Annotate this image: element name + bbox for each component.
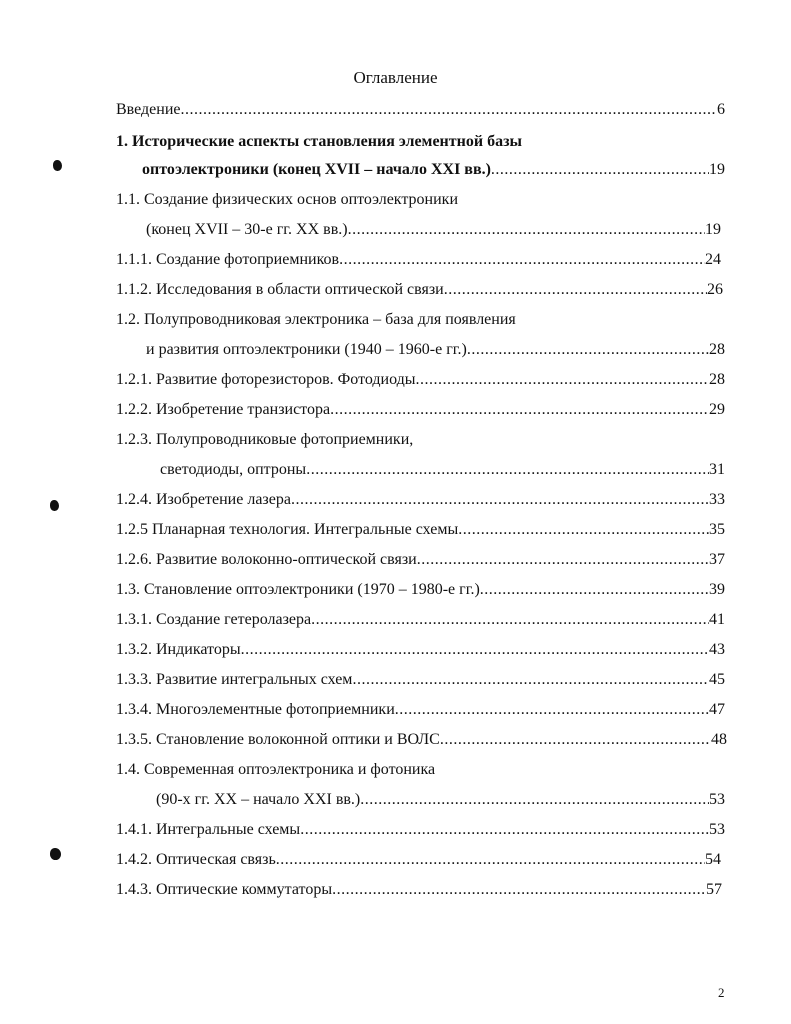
leader-dots (444, 278, 707, 302)
toc-entry-page: 35 (709, 521, 725, 538)
toc-entry-text: 1.3.4. Многоэлементные фотоприемники (116, 701, 395, 718)
leader-dots (181, 98, 718, 122)
toc-entry-text: 1.3.2. Индикаторы (116, 641, 241, 658)
page-number: 2 (718, 985, 725, 1000)
toc-entry-page: 53 (709, 821, 725, 838)
toc-entry-text: (конец XVII – 30-е гг. XX вв.) (146, 221, 348, 238)
toc-section-1-3-4 (116, 698, 725, 722)
toc-entry-page: 19 (705, 221, 721, 238)
leader-dots (352, 668, 709, 692)
toc-section-1-3 (116, 578, 725, 602)
leader-dots (360, 788, 709, 812)
toc-section-1-2-2 (116, 398, 725, 422)
toc-section-1-3-3 (116, 668, 725, 692)
toc-section-1-2-5 (116, 518, 725, 542)
leader-dots (332, 878, 706, 902)
toc-entry-intro (116, 98, 725, 122)
toc-entry-page: 45 (709, 671, 725, 688)
toc-entry-page: 43 (709, 641, 725, 658)
toc-entry-text: 1.4.1. Интегральные схемы (116, 821, 301, 838)
leader-dots (300, 818, 709, 842)
toc-entry-text: 1.2.4. Изобретение лазера (116, 491, 291, 508)
toc-section-1-1-2 (116, 278, 723, 302)
toc-entry-text: (90-х гг. XX – начало XXI вв.) (156, 791, 361, 808)
toc-entry-text: 1.3.1. Создание гетеролазера (116, 611, 312, 628)
toc-section-1-1-1 (116, 248, 721, 272)
toc-section-1-1 (146, 218, 721, 242)
toc-section-1-4-2 (116, 848, 721, 872)
leader-dots (440, 728, 711, 752)
leader-dots (458, 518, 709, 542)
toc-entry-text: 1.1.1. Создание фотоприемников (116, 251, 340, 268)
toc-entry-page: 28 (709, 341, 725, 358)
toc-entry-page: 28 (709, 371, 725, 388)
leader-dots (330, 398, 709, 422)
toc-entry-page: 31 (709, 461, 725, 478)
toc-entry-text: 1.1.2. Исследования в области оптической связи (116, 281, 444, 298)
page-title: Оглавление (353, 68, 438, 87)
toc-entry-page: 26 (707, 281, 723, 298)
toc-section-1-4 (156, 788, 725, 812)
toc-entry-text: 1.2.1. Развитие фоторезисторов. Фотодиоды (116, 371, 416, 388)
toc-entry-text: оптоэлектроники (конец XVII – начало XXI вв.) (142, 161, 491, 178)
toc-entry-page: 47 (709, 701, 725, 718)
punch-hole-mark (50, 848, 61, 860)
toc-entry-text: Введение (116, 101, 181, 118)
toc-section-1-3-2 (116, 638, 725, 662)
toc-section-1-2-1 (116, 368, 725, 392)
toc-entry-page: 29 (709, 401, 725, 418)
leader-dots (480, 578, 709, 602)
leader-dots (417, 548, 709, 572)
leader-dots (241, 638, 709, 662)
toc-entry-text: 1.4.2. Оптическая связь (116, 851, 276, 868)
toc-entry-page: 48 (711, 731, 727, 748)
toc-entry-text: 1.2.6. Развитие волоконно-оптической связи (116, 551, 417, 568)
leader-dots (395, 698, 709, 722)
toc-section-1-2-line1: 1.2. Полупроводниковая электроника – база для появления (116, 311, 516, 328)
leader-dots (491, 158, 709, 182)
leader-dots (467, 338, 709, 362)
toc-entry-page: 53 (709, 791, 725, 808)
toc-entry-page: 6 (717, 101, 725, 118)
toc-entry-text: 1.2.5 Планарная технология. Интегральные схемы (116, 521, 459, 538)
punch-hole-mark (50, 500, 59, 511)
toc-section-1-3-1 (116, 608, 725, 632)
toc-section-1-2-3 (160, 458, 725, 482)
toc-section-1-4-line1: 1.4. Современная оптоэлектроника и фотоника (116, 761, 436, 778)
toc-chapter-1 (142, 158, 725, 182)
toc-entry-text: 1.3.3. Развитие интегральных схем (116, 671, 353, 688)
leader-dots (276, 848, 705, 872)
toc-section-1-2 (146, 338, 725, 362)
toc-entry-text: светодиоды, оптроны (160, 461, 307, 478)
toc-entry-page: 57 (706, 881, 722, 898)
toc-section-1-1-line1: 1.1. Создание физических основ оптоэлектроники (116, 191, 458, 208)
toc-section-1-4-3 (116, 878, 722, 902)
leader-dots (339, 248, 705, 272)
toc-section-1-3-5 (116, 728, 727, 752)
leader-dots (311, 608, 709, 632)
toc-entry-page: 37 (709, 551, 725, 568)
toc-entry-page: 24 (705, 251, 721, 268)
toc-entry-text: и развития оптоэлектроники (1940 – 1960-е гг.) (146, 341, 467, 358)
toc-entry-page: 39 (709, 581, 725, 598)
toc-entry-page: 41 (709, 611, 725, 628)
toc-entry-page: 33 (709, 491, 725, 508)
toc-entry-page: 54 (705, 851, 721, 868)
toc-entry-text: 1.3. Становление оптоэлектроники (1970 – 1980-е гг.) (116, 581, 480, 598)
toc-entry-text: 1.4.3. Оптические коммутаторы (116, 881, 333, 898)
toc-section-1-2-6 (116, 548, 725, 572)
leader-dots (416, 368, 709, 392)
leader-dots (291, 488, 709, 512)
toc-entry-text: 1.2.2. Изобретение транзистора (116, 401, 331, 418)
toc-section-1-4-1 (116, 818, 725, 842)
toc-chapter-1-line1: 1. Исторические аспекты становления элементной базы (116, 133, 522, 150)
leader-dots (306, 458, 709, 482)
toc-entry-page: 19 (709, 161, 725, 178)
punch-hole-mark (53, 160, 62, 171)
leader-dots (348, 218, 705, 242)
toc-entry-text: 1.3.5. Становление волоконной оптики и ВОЛС (116, 731, 440, 748)
toc-section-1-2-3-line1: 1.2.3. Полупроводниковые фотоприемники, (116, 431, 414, 448)
toc-section-1-2-4 (116, 488, 725, 512)
